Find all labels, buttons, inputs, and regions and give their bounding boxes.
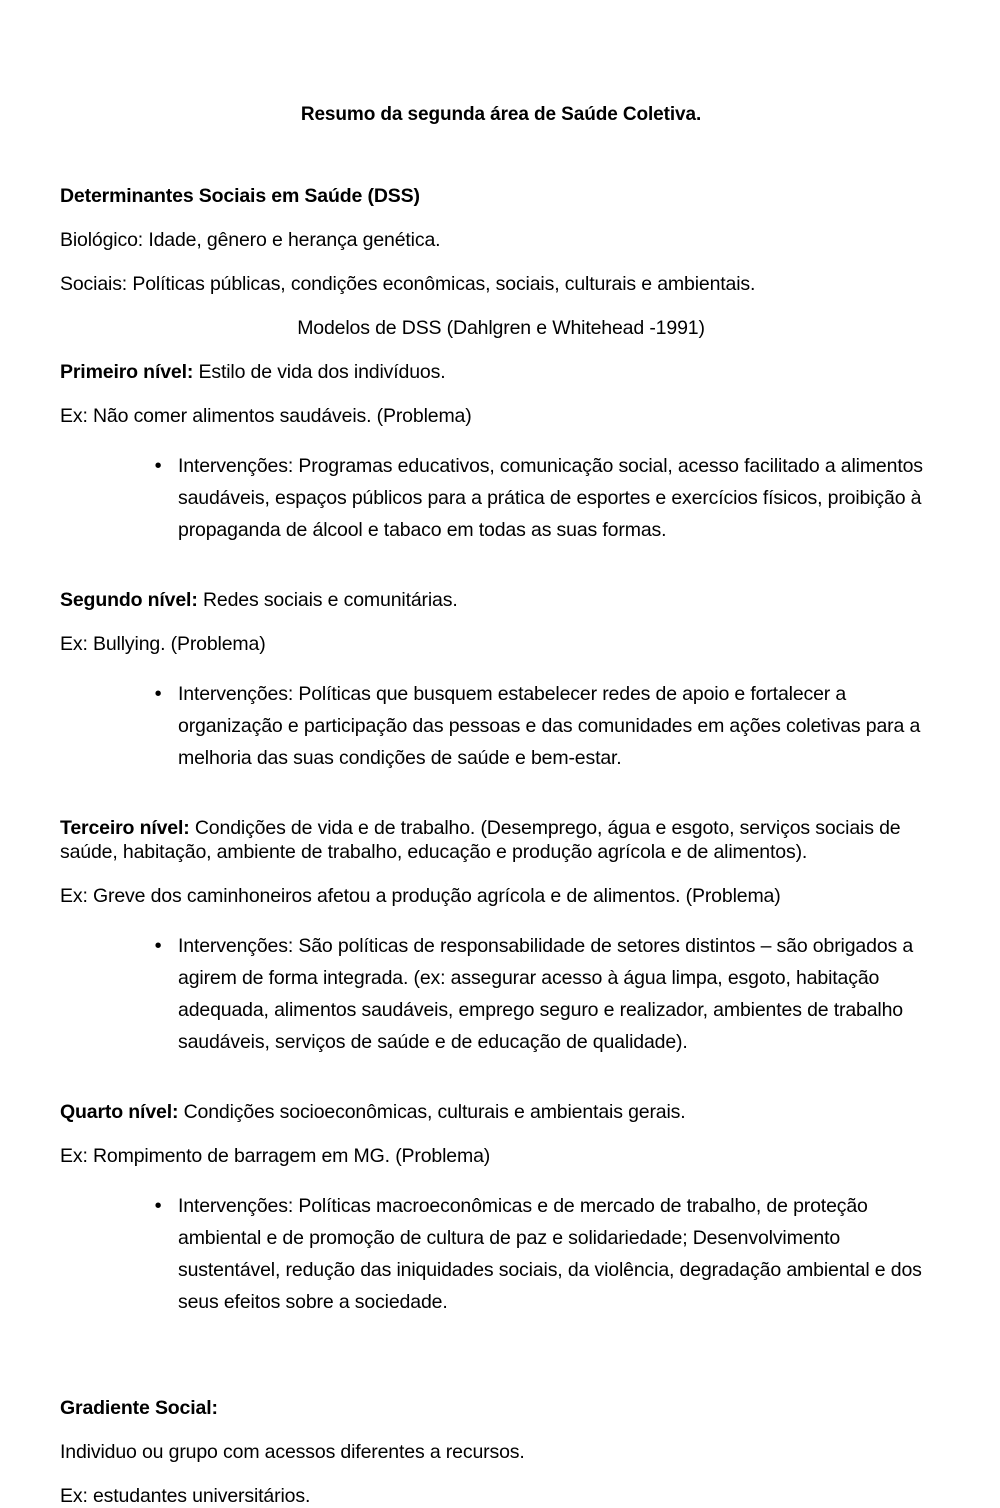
- level-rest-terceiro: Condições de vida e de trabalho. (Desemprego, água e esgoto, serviços sociais de saúde, habitação, ambiente de trabalho, educação e produção agrícola e de alimentos).: [60, 817, 901, 863]
- paragraph-biologico: Biológico: Idade, gênero e herança genética.: [60, 229, 441, 251]
- bullet-icon: •: [154, 455, 162, 477]
- document-body: [60, 0, 942, 1508]
- level-lead-terceiro: Terceiro nível:: [60, 817, 190, 839]
- level-example-terceiro: Ex: Greve dos caminhoneiros afetou a produção agrícola e de alimentos. (Problema): [60, 885, 781, 907]
- page-title: Resumo da segunda área de Saúde Coletiva.: [300, 104, 702, 125]
- level-lead-quarto: Quarto nível:: [60, 1101, 179, 1123]
- level-lead-primeiro: Primeiro nível:: [60, 361, 194, 383]
- paragraph-gradiente-exemplo: Ex: estudantes universitários.: [60, 1485, 311, 1507]
- level-example-quarto: Ex: Rompimento de barragem em MG. (Problema): [60, 1145, 491, 1167]
- section-spacer: [60, 1318, 942, 1354]
- bullet-icon: •: [154, 683, 162, 705]
- bullet-list-terceiro: [60, 908, 942, 1058]
- bullet-list-quarto: [60, 1168, 942, 1318]
- bullet-list-primeiro: [60, 428, 942, 546]
- list-item: [120, 930, 942, 1058]
- level-example-primeiro: Ex: Não comer alimentos saudáveis. (Problema): [60, 405, 472, 427]
- level-rest-quarto: Condições socioeconômicas, culturais e ambientais gerais.: [178, 1101, 686, 1123]
- level-lead-segundo: Segundo nível:: [60, 589, 198, 611]
- list-item: [120, 450, 942, 546]
- list-item-text: Intervenções: Programas educativos, comunicação social, acesso facilitado a alimentos saudáveis, espaços públicos para a prática de esportes e exercícios físicos, proibição à propaganda de álcool e tabaco em todas as suas formas.: [178, 455, 923, 541]
- list-item: [120, 678, 942, 774]
- level-example-segundo: Ex: Bullying. (Problema): [60, 633, 266, 655]
- list-item: [120, 1190, 942, 1318]
- bullet-icon: •: [154, 1195, 162, 1217]
- level-rest-segundo: Redes sociais e comunitárias.: [197, 589, 458, 611]
- list-item-text: Intervenções: Políticas que busquem estabelecer redes de apoio e fortalecer a organização e participação das pessoas e das comunidades em ações coletivas para a melhoria das suas condições de saúde e bem-estar.: [178, 683, 921, 769]
- bullet-list-segundo: [60, 656, 942, 774]
- level-rest-primeiro: Estilo de vida dos indivíduos.: [193, 361, 446, 383]
- level-heading-primeiro-nivel: [60, 340, 942, 384]
- list-item-text: Intervenções: São políticas de responsabilidade de setores distintos – são obrigados a agirem de forma integrada. (ex: assegurar acesso à água limpa, esgoto, habitação adequada, alimentos saudáveis, emprego seguro e realizador, ambientes de trabalho saudáveis, serviços de saúde e de educação de qualidade).: [178, 935, 914, 1053]
- list-item-text: Intervenções: Políticas macroeconômicas e de mercado de trabalho, de proteção ambiental e de promoção de cultura de paz e solidariedade; Desenvolvimento sustentável, redução das iniquidades sociais, da violência, degradação ambiental e dos seus efeitos sobre a sociedade.: [178, 1195, 922, 1313]
- subtitle-modelos-dss: Modelos de DSS (Dahlgren e Whitehead -1991): [297, 317, 705, 339]
- bullet-icon: •: [154, 935, 162, 957]
- section-heading-dss: Determinantes Sociais em Saúde (DSS): [60, 185, 420, 207]
- paragraph-sociais: Sociais: Políticas públicas, condições econômicas, sociais, culturais e ambientais.: [60, 273, 756, 295]
- level-heading-terceiro-nivel: [60, 774, 942, 864]
- section-heading-gradiente-social: Gradiente Social:: [60, 1397, 218, 1419]
- level-heading-segundo-nivel: [60, 546, 942, 612]
- paragraph-gradiente-definicao: Individuo ou grupo com acessos diferentes a recursos.: [60, 1441, 525, 1463]
- level-heading-quarto-nivel: [60, 1058, 942, 1124]
